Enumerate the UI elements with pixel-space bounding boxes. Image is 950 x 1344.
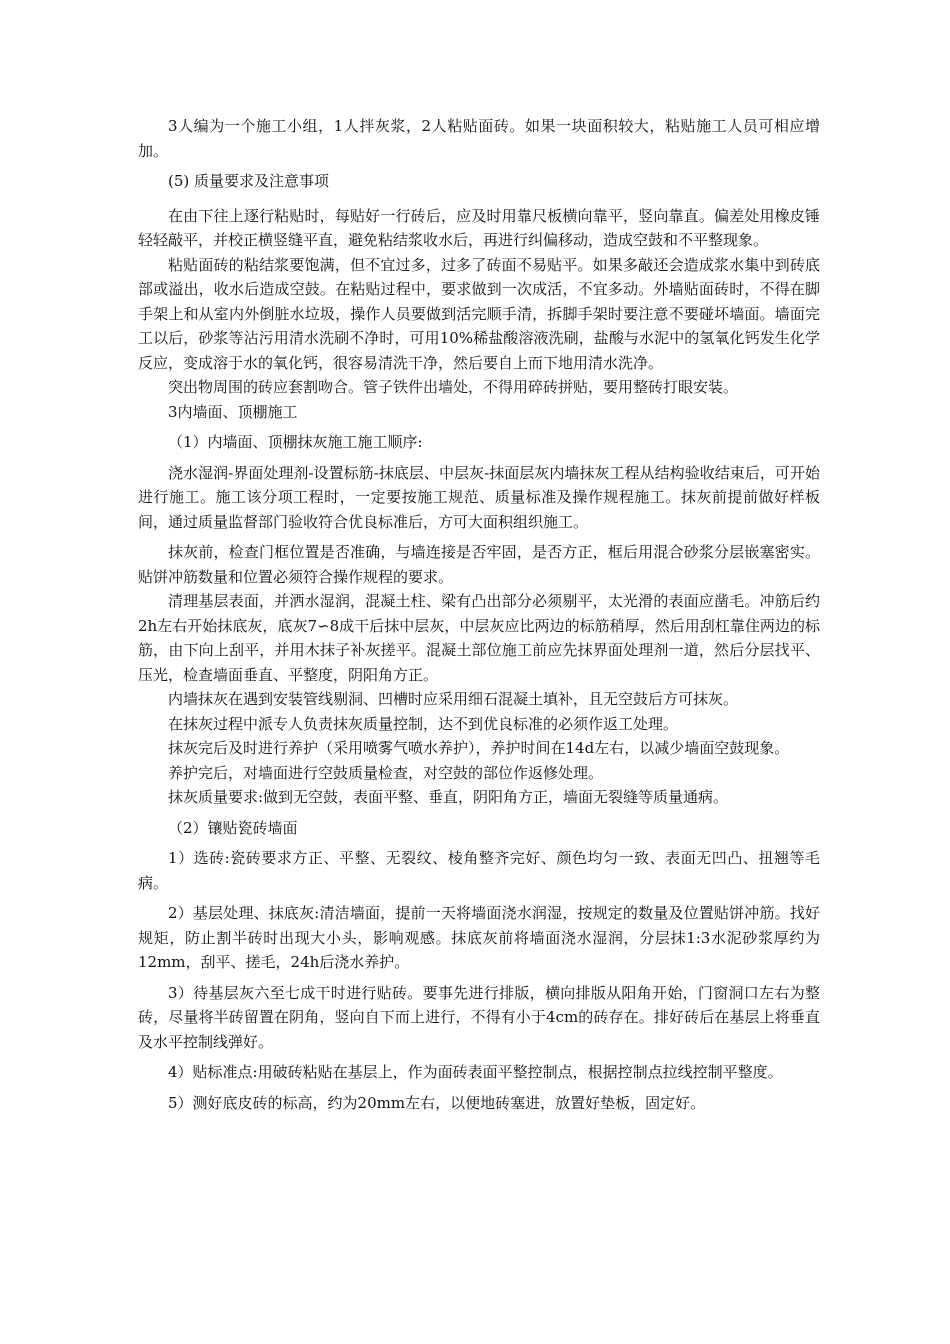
paragraph-hollow-check: 养护完后，对墙面进行空鼓质量检查，对空鼓的部位作返修处理。 — [168, 763, 604, 782]
paragraph-row-leveling: 在由下往上逐行粘贴时，每贴好一行砖后，应及时用靠尺板横向靠平，竖向靠直。偏差处用橡皮锤轻轻敲平，并校正横竖缝平直，避免粘结浆收水后，再进行纠偏移动，造成空鼓和不平整现象。 — [138, 206, 820, 249]
paragraph-quality-control: 在抹灰过程中派专人负责抹灰质量控制，达不到优良标准的必须作返工处理。 — [168, 714, 679, 733]
document-body — [138, 114, 820, 1115]
paragraph-curing: 抹灰完后及时进行养护（采用喷雾气喷水养护），养护时间在14d左右，以减少墙面空鼓现象。 — [168, 739, 790, 757]
paragraph-bottom-row-level: 5）测好底皮砖的标高，约为20mm左右，以便地砖塞进，放置好垫板，固定好。 — [168, 1093, 706, 1112]
paragraph-substrate-cleaning: 清理基层表面，并洒水湿润，混凝土柱、梁有凸出部分必须剔平，太光滑的表面应凿毛。冲筋后约2h左右开始抹底灰，底灰7∽8成干后抹中层灰，中层灰应比两边的标筋稍厚，然后用刮杠靠住两边的标筋，由下向上刮平，并用木抹子补灰搓平。混凝土部位施工前应先抹界面处理剂一道，然后分层找平、压光，检查墙面垂直、平整度，阴阳角方正。 — [138, 592, 820, 684]
paragraph-door-frame-check: 抹灰前，检查门框位置是否准确，与墙连接是否牢固，是否方正，框后用混合砂浆分层嵌塞密实。贴饼冲筋数量和位置必须符合操作规程的要求。 — [138, 543, 820, 586]
heading-interior-walls: 3内墙面、顶棚施工 — [168, 402, 298, 421]
paragraph-reference-points: 4）贴标准点:用破砖粘贴在基层上，作为面砖表面平整控制点，根据控制点拉线控制平整度。 — [168, 1063, 783, 1081]
paragraph-base-treatment: 2）基层处理、抹底灰:清洁墙面，提前一天将墙面浇水润湿，按规定的数量及位置贴饼冲筋。找好规矩，防止割半砖时出现大小头，影响观感。抹底灰前将墙面浇水湿润，分层抹1:3水泥砂浆厚约为12mm，刮平、搓毛，24h后浇水养护。 — [138, 904, 820, 971]
paragraph-tile-layout: 3）待基层灰六至七成干时进行贴砖。要事先进行排版，横向排版从阳角开始，门窗洞口左右为整砖，尽量将半砖留置在阴角，竖向自下而上进行，不得有小于4cm的砖存在。排好砖后在基层上将垂直及水平控制线弹好。 — [138, 983, 820, 1051]
paragraph-plaster-quality: 抹灰质量要求:做到无空鼓，表面平整、垂直，阴阳角方正，墙面无裂缝等质量通病。 — [168, 788, 729, 806]
paragraph-crew: 3人编为一个施工小组，1人拌灰浆，2人粘贴面砖。如果一块面积较大，粘贴施工人员可相应增加。 — [138, 117, 820, 160]
paragraph-protrusions: 突出物周围的砖应套割吻合。管子铁件出墙处，不得用碎砖拼贴，要用整砖打眼安装。 — [168, 378, 739, 396]
heading-tile-wall: （2）镶贴瓷砖墙面 — [168, 818, 298, 837]
paragraph-adhesive-mortar: 粘贴面砖的粘结浆要饱满，但不宜过多，过多了砖面不易贴平。如果多敲还会造成浆水集中到砖底部或溢出，收水后造成空鼓。在粘贴过程中，要求做到一次成活，不宜多动。外墙贴面砖时，不得在脚手架上和从室内外倒脏水垃圾，操作人员要做到活完顺手清，拆脚手架时要注意不要碰坏墙面。墙面完工以后，砂浆等沾污用清水洗刷不净时，可用10%稀盐酸溶液洗刷，盐酸与水泥中的氢氧化钙发生化学反应，变成溶于水的氧化钙，很容易清洗干净，然后要自上而下地用清水洗净。 — [138, 255, 820, 372]
heading-plastering-sequence: （1）内墙面、顶棚抹灰施工施工顺序: — [168, 433, 423, 451]
paragraph-pipe-grooves: 内墙抹灰在遇到安装管线剔洞、凹槽时应采用细石混凝土填补，且无空鼓后方可抹灰。 — [168, 690, 739, 708]
paragraph-tile-selection: 1）选砖:瓷砖要求方正、平整、无裂纹、棱角整齐完好、颜色均匀一致、表面无凹凸、扭翘等毛病。 — [138, 849, 820, 892]
heading-quality-requirements: (5) 质量要求及注意事项 — [168, 172, 330, 190]
paragraph-plastering-process: 浇水湿润-界面处理剂-设置标筋-抹底层、中层灰-抹面层灰内墙抹灰工程从结构验收结束后，可开始进行施工。施工该分项工程时，一定要按施工规范、质量标准及操作规程施工。抹灰前提前做好样板间，通过质量监督部门验收符合优良标准后，方可大面积组织施工。 — [138, 463, 820, 531]
